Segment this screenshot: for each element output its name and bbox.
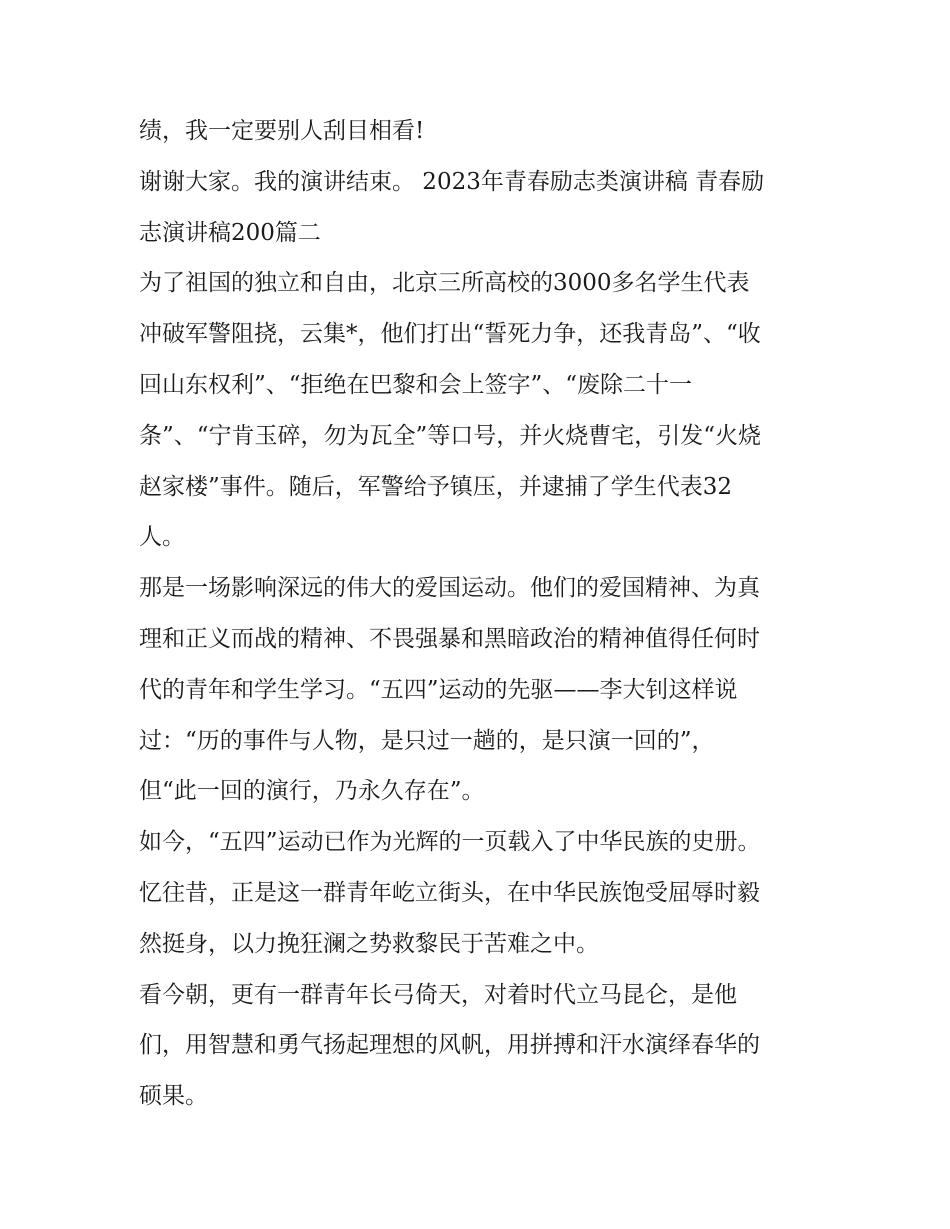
text-line: 硕果。 [139,1083,208,1110]
text-line: 赵家楼”事件。随后，军警给予镇压，并逮捕了学生代表32 [139,473,733,500]
text-line: 忆往昔，正是这一群青年屹立街头，在中华民族饱受屈辱时毅 [139,879,760,906]
text-line: 然挺身，以力挽狂澜之势救黎民于苦难之中。 [139,930,599,957]
text-line: 冲破军警阻挠，云集*，他们打出“誓死力争，还我青岛”、“收 [139,321,761,348]
text-line: 回山东权利”、“拒绝在巴黎和会上签字”、“废除二十一 [139,371,693,398]
text-line: 但“此一回的演行，乃永久存在”。 [139,778,485,805]
text-line: 看今朝，更有一群青年长弓倚天，对着时代立马昆仑，是他 [139,981,737,1008]
text-line: 条”、“宁肯玉碎，勿为瓦全”等口号，并火烧曹宅，引发“火烧 [139,422,762,449]
text-line: 绩，我一定要别人刮目相看! [139,118,425,144]
text-line: 志演讲稿200篇二 [139,219,321,246]
text-line: 为了祖国的独立和自由，北京三所高校的3000多名学生代表 [139,270,750,297]
text-line: 如今，“五四”运动已作为光辉的一页载入了中华民族的史册。 [139,829,761,856]
text-line: 谢谢大家。我的演讲结束。 2023年青春励志类演讲稿 青春励 [139,168,765,195]
text-line: 代的青年和学生学习。“五四”运动的先驱——李大钊这样说 [139,676,738,703]
document-body [139,106,819,1122]
text-line: 们，用智慧和勇气扬起理想的风帆，用拼搏和汗水演绎春华的 [139,1032,760,1059]
text-line: 那是一场影响深远的伟大的爱国运动。他们的爱国精神、为真 [139,575,760,602]
text-line: 理和正义而战的精神、不畏强暴和黑暗政治的精神值得任何时 [139,625,760,652]
text-line: 过：“历的事件与人物，是只过一趟的，是只演一回的”， [139,727,715,754]
text-line: 人。 [139,524,185,551]
